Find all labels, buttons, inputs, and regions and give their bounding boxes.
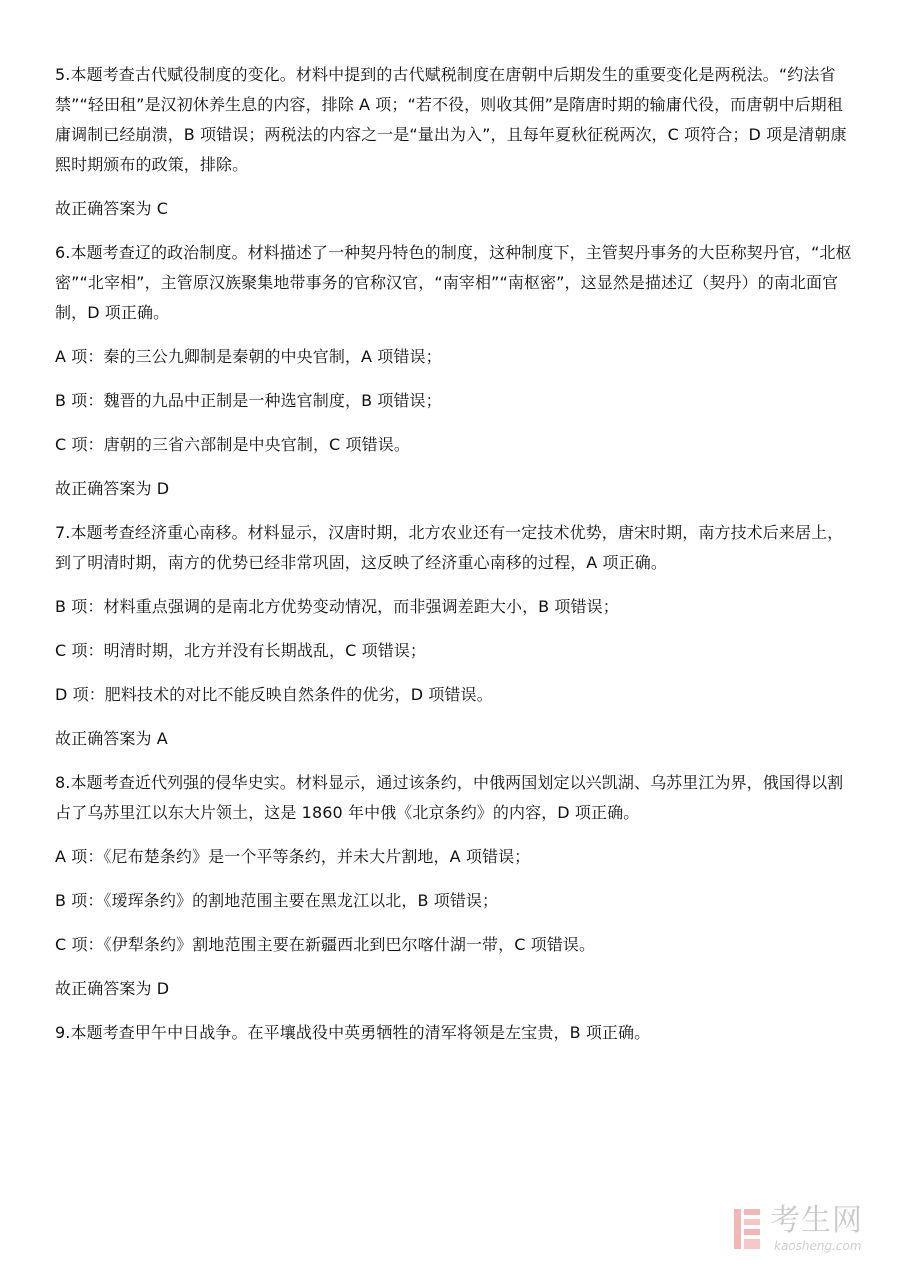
explanation-q8: 8.本题考查近代列强的侵华史实。材料显示，通过该条约，中俄两国划定以兴凯湖、乌苏里江为界，俄国得以割占了乌苏里江以东大片领土，这是 1860 年中俄《北京条约》的内容，D 项正确。 bbox=[55, 773, 844, 822]
option-b-q7: B 项：材料重点强调的是南北方优势变动情况，而非强调差距大小，B 项错误； bbox=[55, 597, 619, 616]
answer-q5: 故正确答案为 C bbox=[55, 199, 169, 218]
explanation-q6: 6.本题考查辽的政治制度。材料描述了一种契丹特色的制度，这种制度下，主管契丹事务的大臣称契丹官，“北枢密”“北宰相”，主管原汉族聚集地带事务的官称汉官，“南宰相”“南枢密”，这显然是描述辽（契丹）的南北面官制，D 项正确。 bbox=[55, 243, 852, 322]
explanation-q5: 5.本题考查古代赋役制度的变化。材料中提到的古代赋税制度在唐朝中后期发生的重要变化是两税法。“约法省禁”“轻田租”是汉初休养生息的内容，排除 A 项；“若不役，则收其佣”是隋唐时期的输庸代役，而唐朝中后期租庸调制已经崩溃，B 项错误；两税法的内容之一是“量出为入”，且每年夏秋征税两次，C 项符合；D 项是清朝康熙时期颁布的政策，排除。 bbox=[55, 65, 847, 174]
kaosheng-watermark bbox=[732, 1203, 882, 1259]
option-c-q6: C 项：唐朝的三省六部制是中央官制，C 项错误。 bbox=[55, 435, 410, 454]
explanation-q7: 7.本题考查经济重心南移。材料显示，汉唐时期，北方农业还有一定技术优势，唐宋时期，南方技术后来居上，到了明清时期，南方的优势已经非常巩固，这反映了经济重心南移的过程，A 项正确。 bbox=[55, 523, 844, 572]
option-a-q6: A 项：秦的三公九卿制是秦朝的中央官制，A 项错误； bbox=[55, 347, 442, 366]
kaosheng-logo-icon bbox=[732, 1207, 762, 1251]
option-c-q8: C 项：《伊犁条约》割地范围主要在新疆西北到巴尔喀什湖一带，C 项错误。 bbox=[55, 935, 596, 954]
watermark-url: kaosheng.com bbox=[774, 1239, 862, 1253]
option-b-q8: B 项：《瑷珲条约》的割地范围主要在黑龙江以北，B 项错误； bbox=[55, 891, 499, 910]
answer-q7: 故正确答案为 A bbox=[55, 729, 168, 748]
option-c-q7: C 项：明清时期，北方并没有长期战乱，C 项错误； bbox=[55, 641, 427, 660]
answer-q8: 故正确答案为 D bbox=[55, 979, 170, 998]
option-b-q6: B 项：魏晋的九品中正制是一种选官制度，B 项错误； bbox=[55, 391, 442, 410]
option-a-q8: A 项：《尼布楚条约》是一个平等条约，并未大片割地，A 项错误； bbox=[55, 847, 531, 866]
answer-q6: 故正确答案为 D bbox=[55, 479, 170, 498]
watermark-title: 考生网 bbox=[770, 1203, 863, 1238]
explanation-q9: 9.本题考查甲午中日战争。在平壤战役中英勇牺牲的清军将领是左宝贵，B 项正确。 bbox=[55, 1023, 651, 1042]
answer-explanations bbox=[55, 60, 855, 1062]
option-d-q7: D 项：肥料技术的对比不能反映自然条件的优劣，D 项错误。 bbox=[55, 685, 493, 704]
